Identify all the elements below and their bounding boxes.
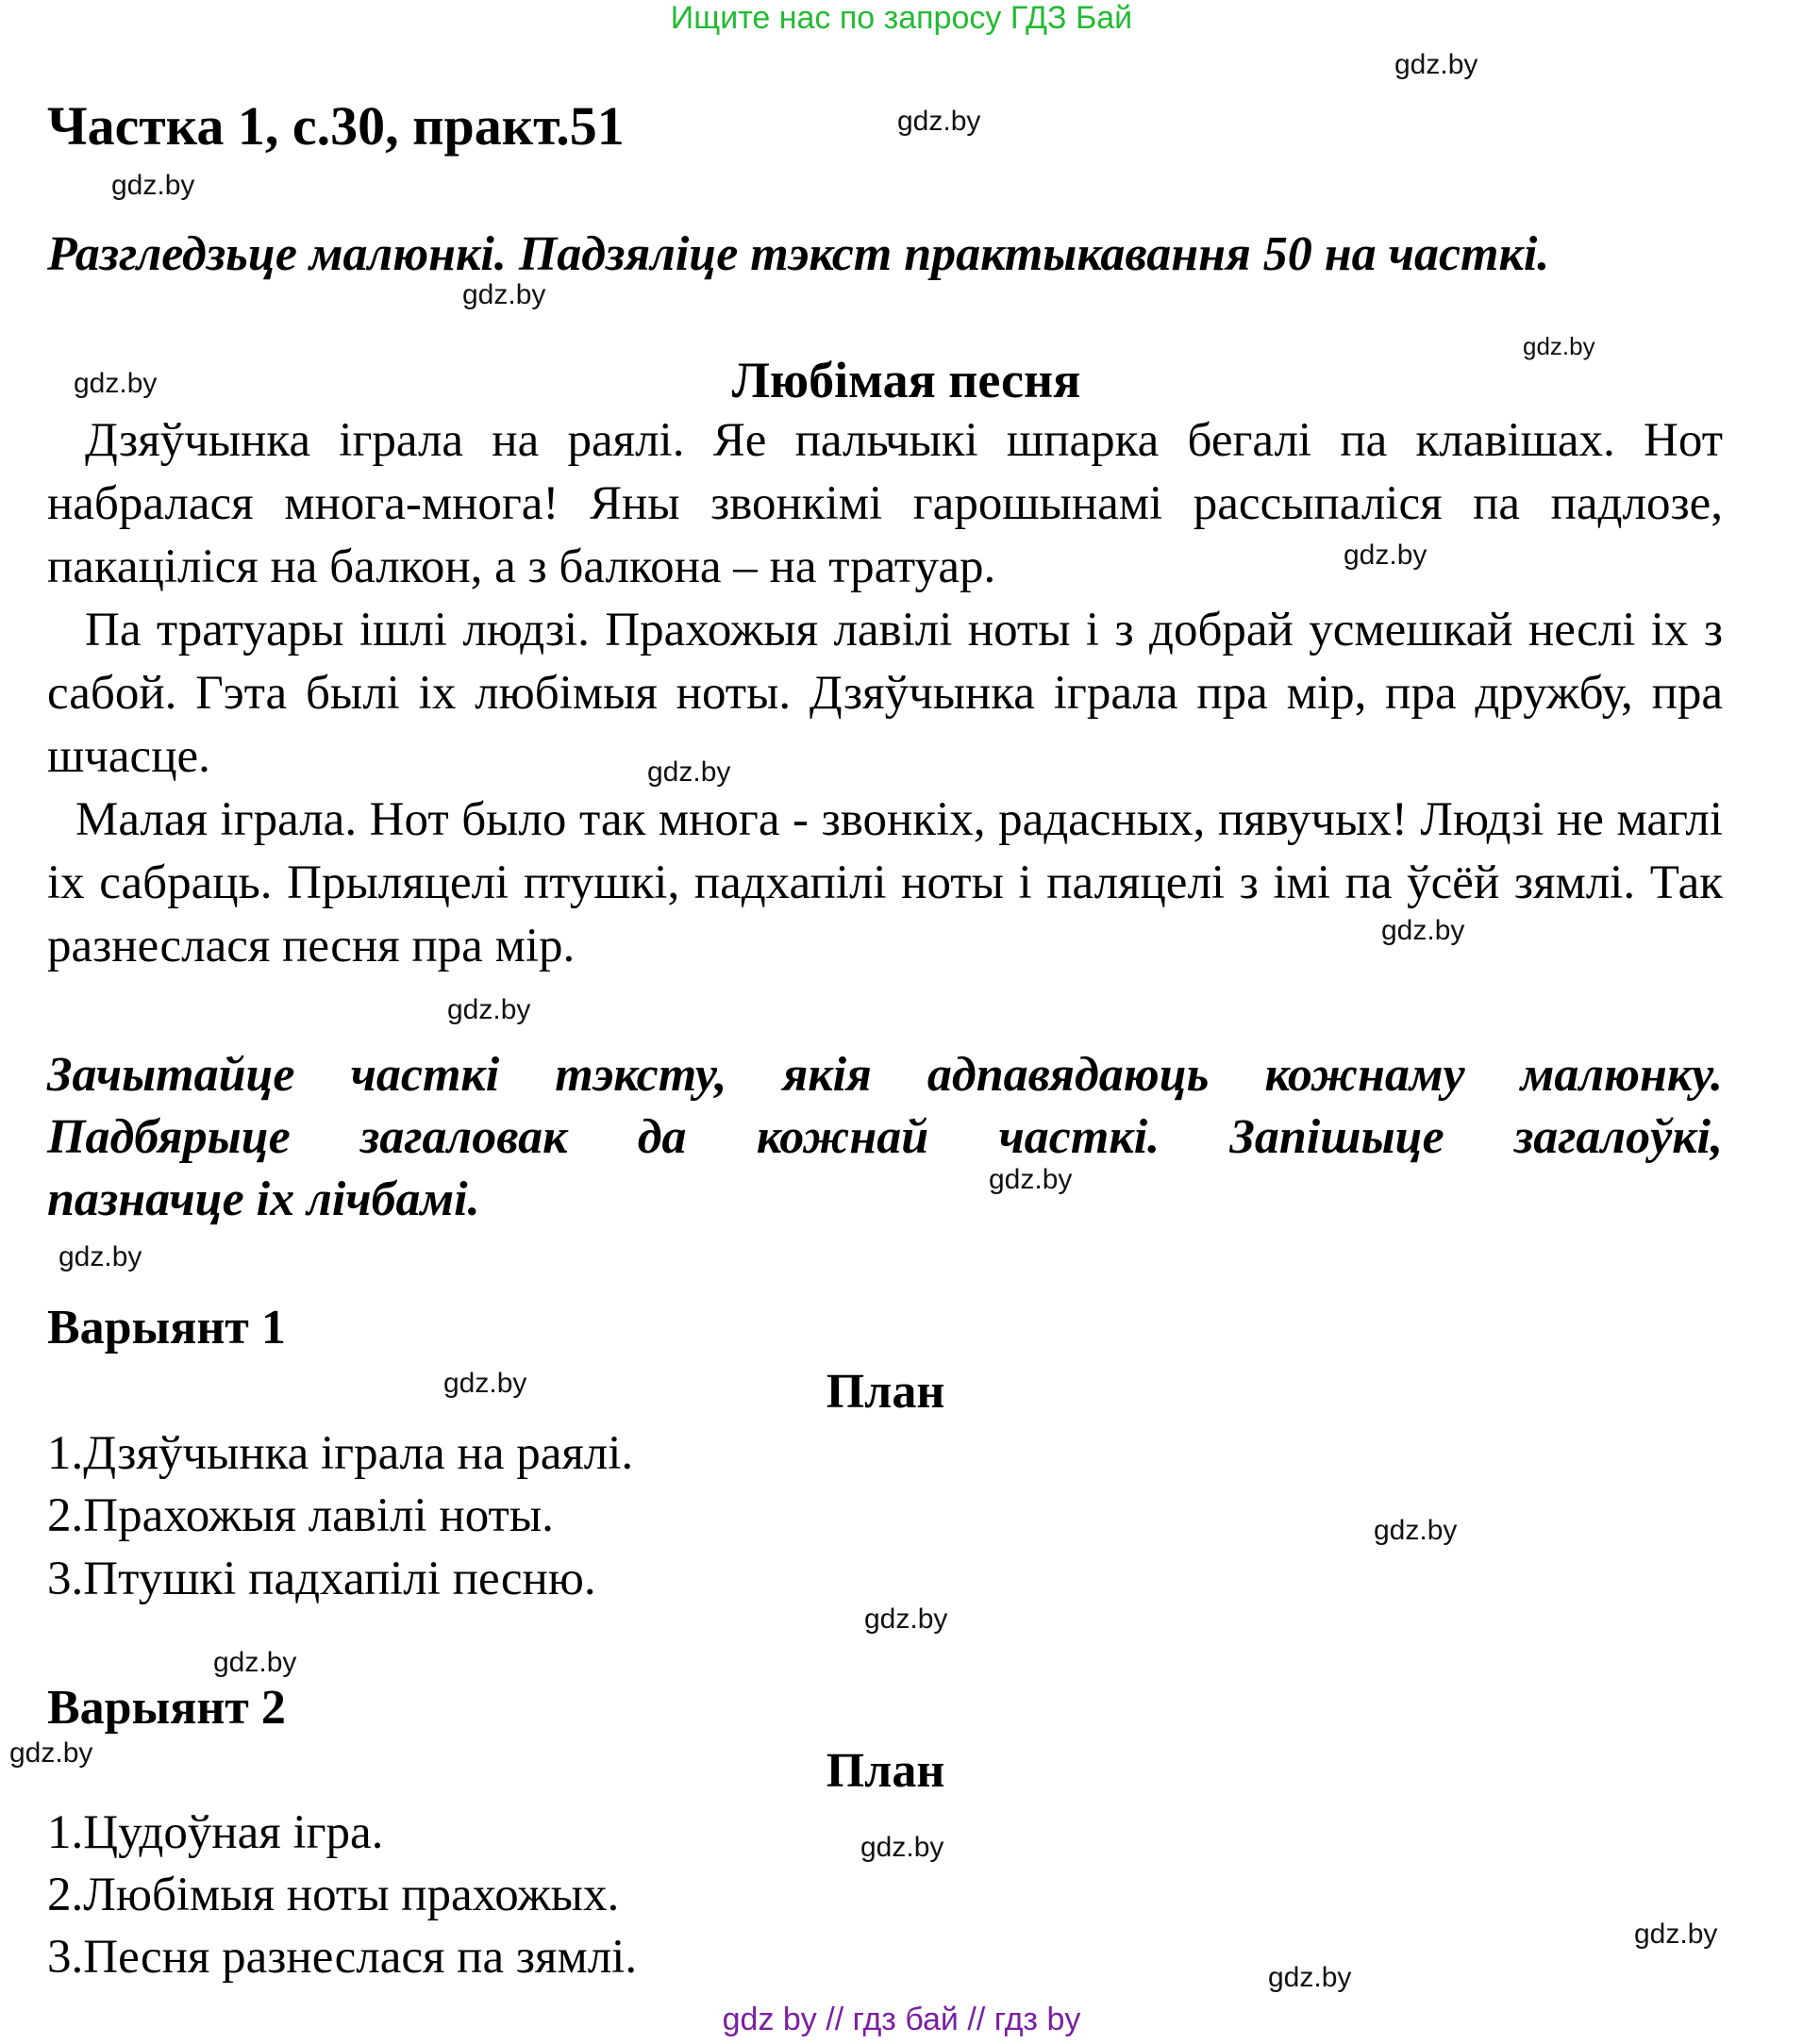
instruction-1: Разгледзьце малюнкі. Падзяліце тэкст практыкавання 50 на часткі. bbox=[47, 227, 1550, 281]
story-title: Любімая песня bbox=[731, 352, 1081, 408]
paragraph-2 bbox=[47, 599, 1723, 789]
variant-1-item-1: 1.Дзяўчынка іграла на раялі. bbox=[47, 1427, 634, 1480]
footer-links[interactable]: gdz by // гдз бай // гдз by bbox=[722, 2002, 1081, 2037]
watermark: gdz.by bbox=[9, 1737, 93, 1769]
watermark: gdz.by bbox=[897, 106, 981, 137]
paragraph-1 bbox=[47, 409, 1723, 599]
paragraph-1-text: Дзяўчынка іграла на раялі. Яе пальчыкі шпарка бегалі па клавішах. Нот набралася многа-многа! Яны звонкімі гарошынамі рассыпаліся па падлозе, пакаціліся на балкон, а з балкона – на тратуар. bbox=[47, 414, 1723, 593]
instruction-2-line-1: Зачытайце часткі тэксту, якія адпавядаюць кожнаму малюнку. bbox=[47, 1048, 1723, 1102]
variant-2-plan: План bbox=[826, 1744, 945, 1798]
top-banner[interactable]: Ищите нас по запросу ГДЗ Бай bbox=[670, 0, 1133, 36]
variant-1-plan: План bbox=[826, 1365, 945, 1419]
variant-2-item-1: 1.Цудоўная ігра. bbox=[47, 1806, 384, 1859]
variant-2-item-2: 2.Любімыя ноты прахожых. bbox=[47, 1869, 620, 1921]
variant-1-item-2: 2.Прахожыя лавілі ноты. bbox=[47, 1489, 554, 1542]
watermark: gdz.by bbox=[989, 1164, 1073, 1195]
variant-2-title: Варыянт 2 bbox=[47, 1681, 286, 1735]
paragraph-3 bbox=[47, 789, 1723, 978]
watermark: gdz.by bbox=[462, 279, 546, 310]
paragraph-2-text: Па тратуары ішлі людзі. Прахожыя лавілі ноты і з добрай усмешкай неслі іх з сабой. Гэта былі іх любімыя ноты. Дзяўчынка іграла пра мір, пра дружбу, пра шчасце. bbox=[47, 604, 1723, 783]
watermark: gdz.by bbox=[1634, 1919, 1718, 1950]
page-header: Частка 1, с.30, практ.51 bbox=[47, 95, 625, 157]
watermark: gdz.by bbox=[443, 1368, 527, 1399]
watermark: gdz.by bbox=[647, 756, 731, 788]
watermark: gdz.by bbox=[864, 1604, 948, 1635]
watermark: gdz.by bbox=[860, 1832, 944, 1863]
watermark: gdz.by bbox=[58, 1241, 142, 1272]
watermark: gdz.by bbox=[1394, 49, 1478, 80]
paragraph-3-text: Малая іграла. Нот было так многа - звонкіх, радасных, пявучых! Людзі не маглі іх сабраць. Прыляцелі птушкі, падхапілі ноты і паляцелі з імі па ўсёй зямлі. Так разнеслася песня пра мір. bbox=[47, 793, 1723, 972]
variant-2-item-3: 3.Песня разнеслася па зямлі. bbox=[47, 1931, 638, 1984]
instruction-2-line-3: пазначце іх лічбамі. bbox=[47, 1172, 480, 1226]
watermark: gdz.by bbox=[213, 1647, 297, 1678]
watermark: gdz.by bbox=[1381, 915, 1465, 946]
watermark: gdz.by bbox=[447, 994, 531, 1025]
watermark: gdz.by bbox=[111, 170, 195, 201]
watermark: gdz.by bbox=[1523, 332, 1595, 360]
variant-1-title: Варыянт 1 bbox=[47, 1301, 286, 1354]
watermark: gdz.by bbox=[1268, 1962, 1352, 1993]
watermark: gdz.by bbox=[74, 368, 158, 399]
variant-1-item-3: 3.Птушкі падхапілі песню. bbox=[47, 1553, 596, 1605]
watermark: gdz.by bbox=[1374, 1515, 1458, 1546]
watermark: gdz.by bbox=[1344, 540, 1427, 571]
instruction-2-line-2: Падбярыце загаловак да кожнай часткі. Запішыце загалоўкі, bbox=[47, 1110, 1723, 1164]
